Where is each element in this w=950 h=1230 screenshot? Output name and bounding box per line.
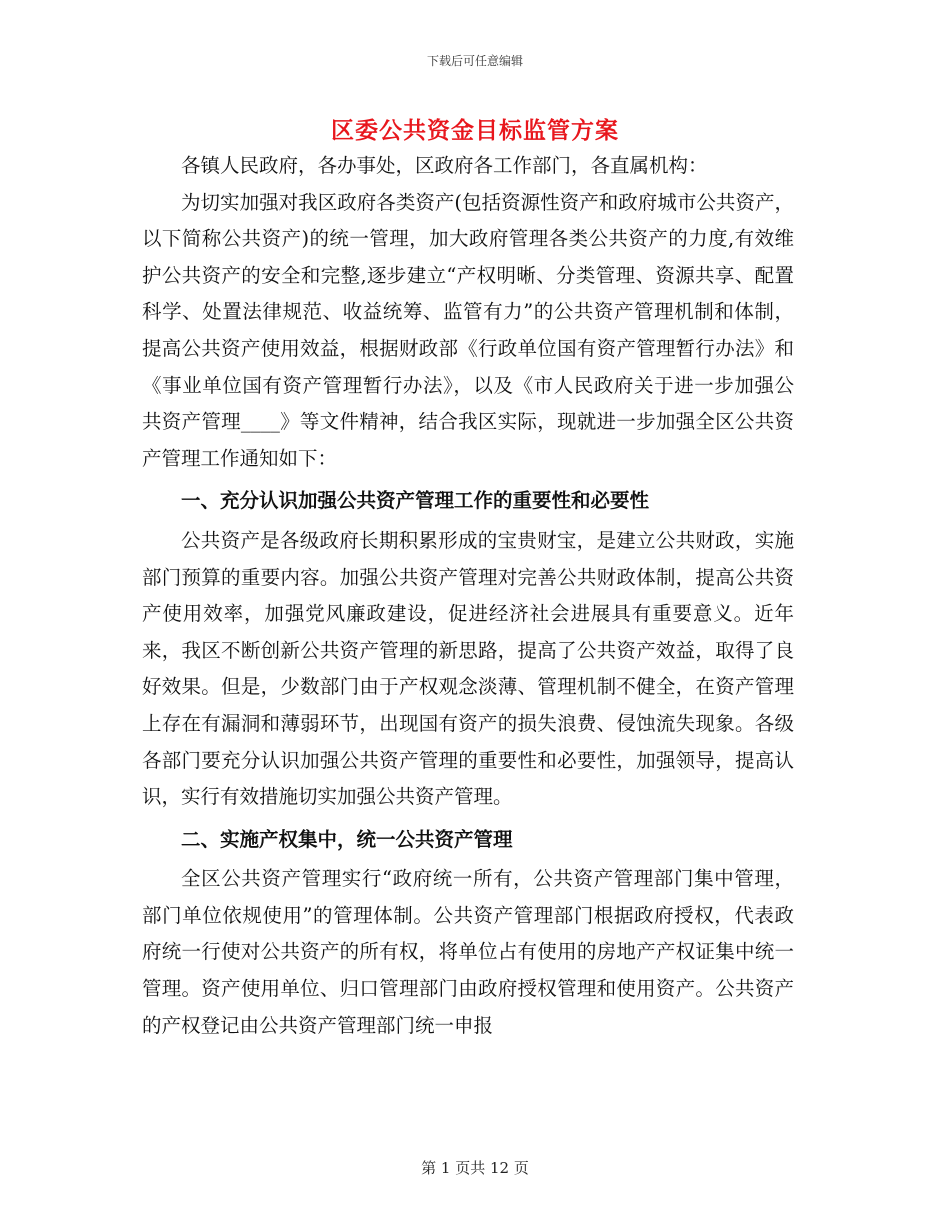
salutation-paragraph: 各镇人民政府，各办事处，区政府各工作部门，各直属机构：	[181, 154, 708, 177]
section-2-paragraph: 全区公共资产管理实行“政府统一所有，公共资产管理部门集中管理，部门单位依规使用”的管理体制。公共资产管理部门根据政府授权，代表政府统一行使对公共资产的所有权，将单位占有使用的房地产产权证集中统一管理。资产使用单位、归口管理部门由政府授权管理和使用资产。公共资产的产权登记由公共资产管理部门统一申报	[142, 867, 794, 1037]
document-title: 区委公共资金目标监管方案	[331, 117, 619, 144]
section-2-heading: 二、实施产权集中，统一公共资产管理	[181, 827, 513, 851]
page-header-note: 下载后可任意编辑	[426, 54, 523, 68]
section-1-heading: 一、充分认识加强公共资产管理工作的重要性和必要性	[181, 489, 650, 513]
page-number-footer: 第 1 页共 12 页	[421, 1159, 529, 1177]
intro-paragraph: 为切实加强对我区政府各类资产(包括资源性资产和政府城市公共资产，以下简称公共资产)的统一管理，加大政府管理各类公共资产的力度,有效维护公共资产的安全和完整,逐步建立“产权明晰、分类管理、资源共享、配置科学、处置法律规范、收益统筹、监管有力”的公共资产管理机制和体制，提高公共资产使用效益，根据财政部《行政单位国有资产管理暂行办法》和《事业单位国有资产管理暂行办法》，以及《市人民政府关于进一步加强公共资产管理____》等文件精神，结合我区实际，现就进一步加强全区公共资产管理工作通知如下：	[142, 190, 794, 470]
section-1-paragraph: 公共资产是各级政府长期积累形成的宝贵财宝，是建立公共财政，实施部门预算的重要内容。加强公共资产管理对完善公共财政体制，提高公共资产使用效率，加强党风廉政建设，促进经济社会进展具有重要意义。近年来，我区不断创新公共资产管理的新思路，提高了公共资产效益，取得了良好效果。但是，少数部门由于产权观念淡薄、管理机制不健全，在资产管理上存在有漏洞和薄弱环节，出现国有资产的损失浪费、侵蚀流失现象。各级各部门要充分认识加强公共资产管理的重要性和必要性，加强领导，提高认识，实行有效措施切实加强公共资产管理。	[142, 528, 794, 809]
document-body	[142, 148, 794, 1044]
